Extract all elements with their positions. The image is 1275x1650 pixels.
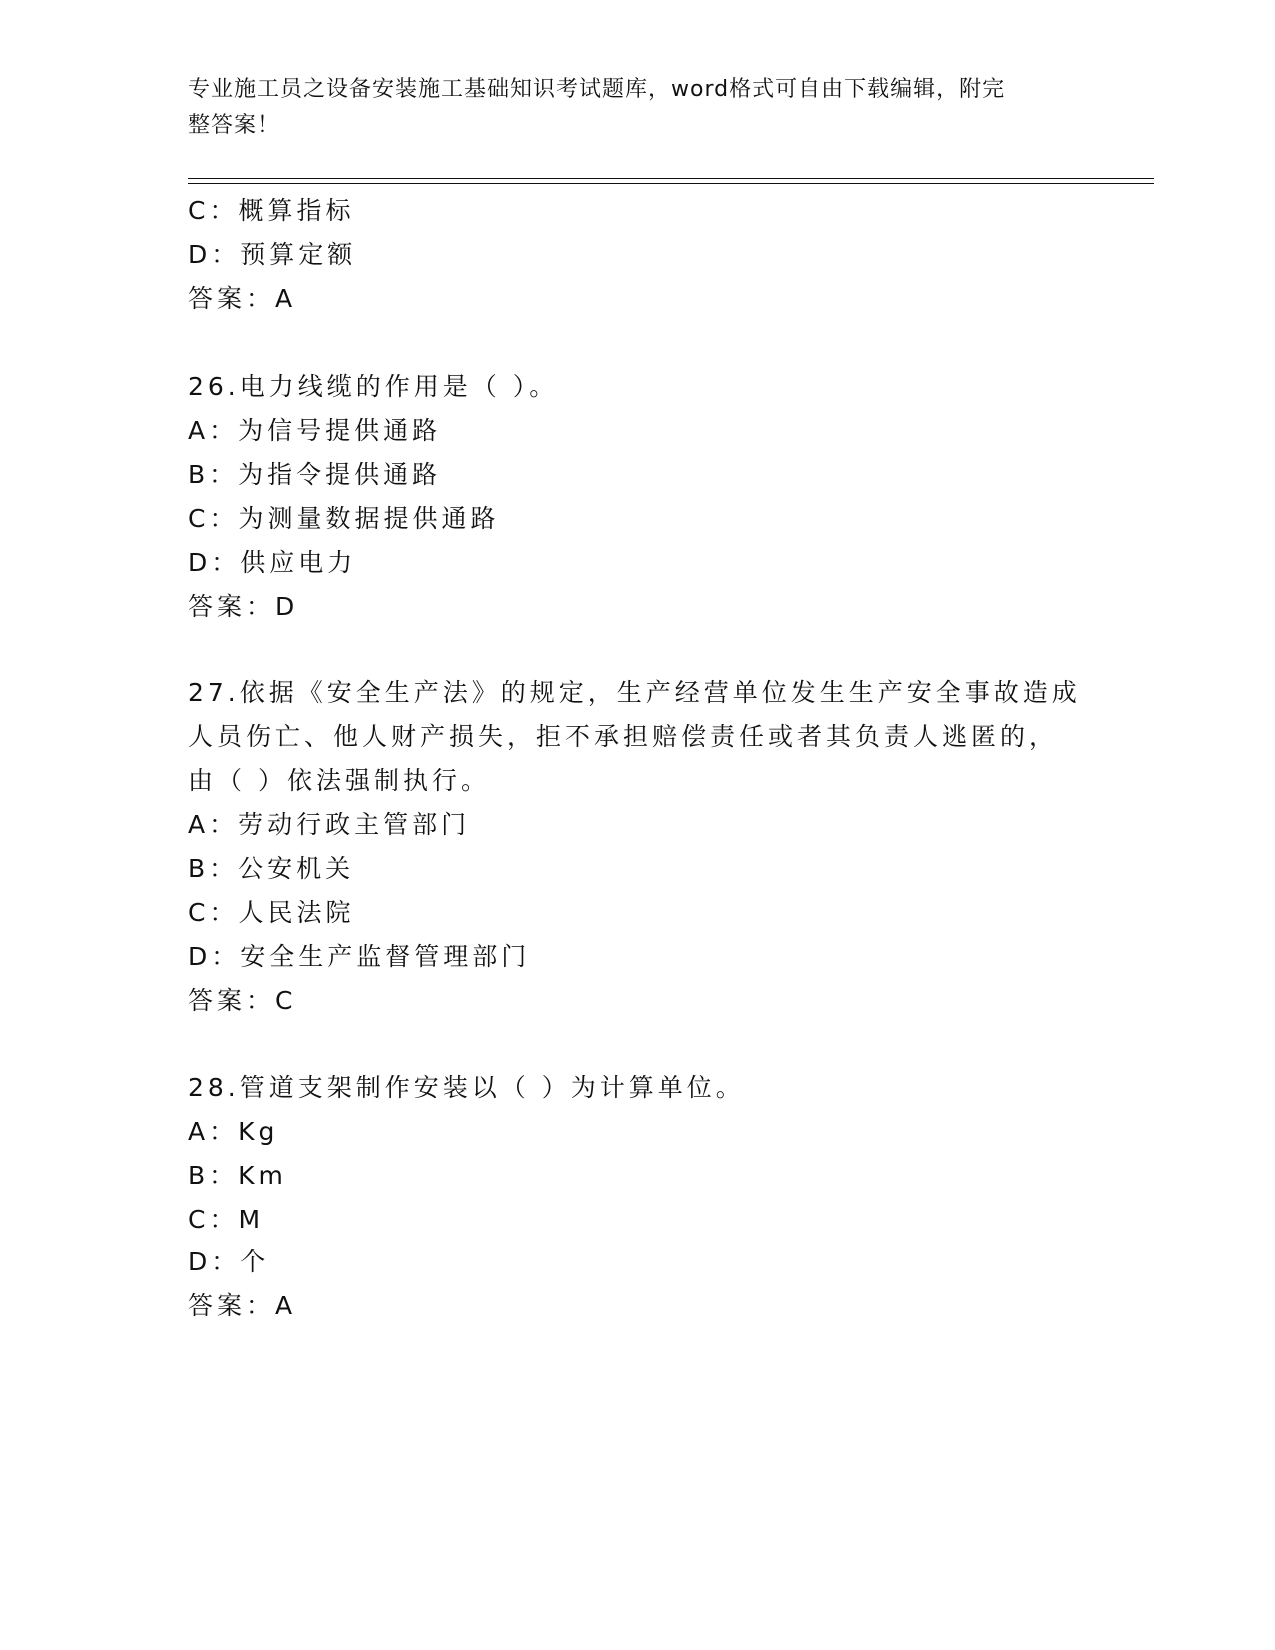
question-stem: 27.依据《安全生产法》的规定，生产经营单位发生生产安全事故造成: [188, 678, 1081, 707]
option-c: C：概算指标: [188, 196, 355, 225]
option-b: B：公安机关: [188, 854, 355, 883]
header-rule-bottom: [188, 183, 1154, 184]
option-a: A：劳动行政主管部门: [188, 810, 471, 839]
option-b: B：Km: [188, 1161, 287, 1190]
option-a: A：为信号提供通路: [188, 416, 442, 445]
answer-line: 答案：A: [188, 1291, 297, 1320]
option-d: D：预算定额: [188, 240, 357, 269]
question-stem: 28.管道支架制作安装以（ ）为计算单位。: [188, 1073, 745, 1102]
question-stem: 人员伤亡、他人财产损失，拒不承担赔偿责任或者其负责人逃匿的，: [188, 722, 1059, 751]
option-c: C：M: [188, 1205, 265, 1234]
option-c: C：为测量数据提供通路: [188, 504, 500, 533]
document-header: [188, 72, 1068, 144]
question-stem: 由（ ）依法强制执行。: [188, 766, 490, 795]
option-d: D：供应电力: [188, 548, 357, 577]
option-a: A：Kg: [188, 1117, 279, 1146]
option-d: D：个: [188, 1247, 270, 1276]
option-b: B：为指令提供通路: [188, 460, 442, 489]
answer-line: 答案：D: [188, 592, 299, 621]
header-rule-top: [188, 178, 1154, 179]
option-d: D：安全生产监督管理部门: [188, 942, 531, 971]
answer-line: 答案：A: [188, 284, 297, 313]
answer-line: 答案：C: [188, 986, 297, 1015]
option-c: C：人民法院: [188, 898, 355, 927]
header-line-1: 专业施工员之设备安装施工基础知识考试题库，word格式可自由下载编辑，附完: [188, 77, 1006, 102]
header-line-2: 整答案！: [188, 113, 281, 138]
question-stem: 26.电力线缆的作用是（ ）。: [188, 372, 559, 401]
